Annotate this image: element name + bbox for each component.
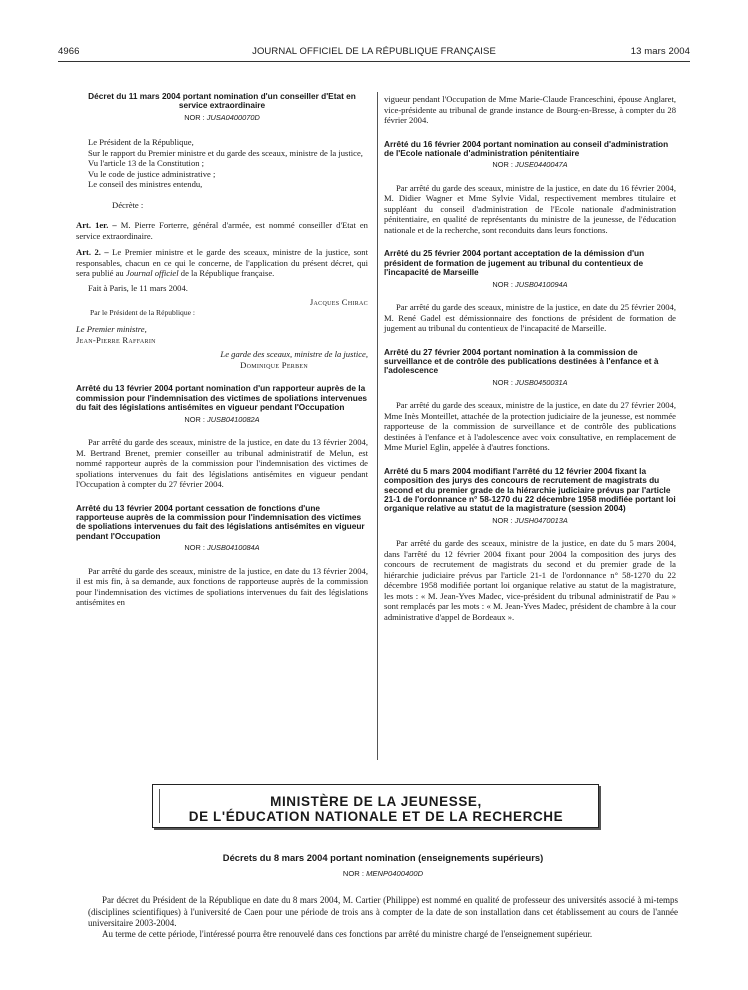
arrete-section: [76, 384, 368, 489]
section-title: Arrêté du 13 février 2004 portant cessation de fonctions d'une rapporteuse auprès de la commission pour l'indemnisation des victimes de spoliations intervenues du fait des législations antisémites en vigueur pendant l'Occupation: [76, 502, 365, 541]
nor-reference: [384, 378, 676, 389]
continued-text: vigueur pendant l'Occupation de Mme Marie-Claude Franceschini, épouse Anglaret, vice-présidente au tribunal de grande instance de Bourg-en-Bresse, à compter du 28 février 2004.: [384, 94, 676, 125]
preamble-line: Le Président de la République,: [88, 137, 194, 148]
section-title: Arrêté du 27 février 2004 portant nomination à la commission de surveillance et de contrôle des publications destinées à l'enfance et à l'adolescence: [384, 346, 659, 376]
nor-code: JUSA0400070D: [206, 112, 260, 122]
page-header: [58, 46, 690, 62]
decrets-section: [88, 852, 678, 940]
nor-reference: [88, 868, 678, 879]
issue-date: 13 mars 2004: [630, 46, 690, 57]
nor-code: JUSE0440047A: [515, 160, 568, 170]
pm-title: Le Premier ministre,: [76, 324, 147, 335]
journal-title: JOURNAL OFFICIEL DE LA RÉPUBLIQUE FRANÇAISE: [252, 46, 496, 57]
section-body: Par arrêté du garde des sceaux, ministre de la justice, en date du 13 février 2004, M. Bertrand Brenet, premier conseiller au tribunal administratif de Melun, est nommé rapporteur auprès de la commission pour l'indemnisation des victimes de spoliations intervenues du fait des législations antisémites en vigueur pendant l'Occupation à compter du 27 février 2004.: [76, 437, 368, 490]
nor-reference: [384, 516, 676, 527]
section-title: Arrêté du 13 février 2004 portant nomination d'un rapporteur auprès de la commission pour l'indemnisation des victimes de spoliations intervenues du fait des législations antisémites en vigueur pendant l'Occupation: [76, 383, 368, 413]
page-number: 4966: [58, 46, 80, 57]
nor-reference: [76, 113, 368, 124]
section-title: Décret du 11 mars 2004 portant nomination d'un conseiller d'Etat en service extraordinaire: [88, 91, 356, 111]
section-body: Par arrêté du garde des sceaux, ministre de la justice, en date du 13 février 2004, il est mis fin, à sa demande, aux fonctions de rapporteuse auprès de la commission pour l'indemnisation des victimes de spoliations intervenues du fait des législations antisémites en: [76, 565, 368, 608]
nor-label: NOR :: [492, 160, 515, 170]
nor-label: NOR :: [184, 112, 207, 122]
ministry-banner: [152, 784, 599, 828]
pm-name: Jean-Pierre Raffarin: [76, 334, 156, 345]
gds-title: Le garde des sceaux, ministre de la justice,: [220, 349, 368, 360]
article-2-journal: Journal officiel: [125, 268, 179, 279]
column-divider: [377, 92, 378, 760]
decrete-line: Décrète :: [112, 199, 144, 210]
ministry-name-line2: DE L'ÉDUCATION NATIONALE ET DE LA RECHERCHE: [188, 809, 564, 824]
preamble-line: Le conseil des ministres entendu,: [88, 179, 203, 190]
nor-label: NOR :: [342, 869, 367, 879]
nor-reference: [76, 415, 368, 426]
nor-code: MENP0400400D: [366, 869, 424, 879]
signatory-name: Jacques Chirac: [309, 297, 368, 308]
right-column: [384, 94, 676, 622]
section-body: Par arrêté du garde des sceaux, ministre de la justice, en date du 16 février 2004, M. Didier Wagner et Mme Sylvie Vidal, respectivement membres titulaire et suppléant du conseil d'administration de l'Ecole nationale d'administration pénitentiaire, en qualité de représentants du ministre de la jeunesse, de l'éducation nationale et de la recherche, sont reconduits dans leurs fonctions.: [384, 182, 676, 235]
gds-name: Dominique Perben: [240, 359, 308, 370]
ministry-name-line1: MINISTÈRE DE LA JEUNESSE,: [270, 794, 482, 809]
nor-reference: [384, 280, 676, 291]
nor-code: JUSB0450031A: [515, 377, 568, 387]
arrete-section: [384, 249, 676, 333]
nor-code: JUSH0470013A: [514, 515, 568, 525]
nor-code: JUSB0410084A: [207, 543, 260, 553]
nor-label: NOR :: [184, 543, 207, 553]
nor-label: NOR :: [492, 515, 515, 525]
article-2: [76, 247, 368, 279]
nor-label: NOR :: [492, 377, 515, 387]
nor-code: JUSB0410094A: [515, 279, 568, 289]
section-title: Décrets du 8 mars 2004 portant nomination (enseignements supérieurs): [222, 852, 544, 863]
section-body: Par décret du Président de la République en date du 8 mars 2004, M. Cartier (Philippe) est nommé en qualité de professeur des universités associé à mi-temps (disciplines scientifiques) à l'université de Caen pour une période de trois ans à compter de la date de son installation dans cet établissement au cours de l'année universitaire 2003-2004.: [88, 895, 678, 928]
header-rule: [58, 61, 690, 62]
article-2-text-end: de la République française.: [178, 268, 275, 279]
section-title: Arrêté du 25 février 2004 portant acceptation de la démission d'un président de formation de jugement au tribunal du contentieux de l'incapacité de Marseille: [384, 248, 645, 278]
article-1: [76, 220, 368, 241]
decret-section: [76, 92, 368, 370]
arrete-section: [384, 467, 676, 623]
arrete-section: [76, 504, 368, 608]
section-body: Au terme de cette période, l'intéressé pourra être renouvelé dans ces fonctions par arrêté du ministre chargé de l'enseignement supérieur.: [102, 929, 593, 940]
arrete-section: [384, 348, 676, 453]
preamble-line: Vu l'article 13 de la Constitution ;: [88, 158, 205, 169]
article-2-heading: Art. 2. –: [76, 247, 109, 258]
section-body: Par arrêté du garde des sceaux, ministre de la justice, en date du 27 février 2004, Mme Inès Monteillet, attachée de la protection judiciaire de la jeunesse, est nommée rapporteuse de la commission de surveillance et de contrôle des publications destinées à l'enfance et à l'adolescence avec voix consultative, en remplacement de Mme Muriel Eglin, appelée à d'autres fonctions.: [384, 400, 676, 453]
article-1-text: M. Pierre Forterre, général d'armée, est nommé conseiller d'Etat en service extraordinaire.: [76, 220, 368, 241]
article-1-heading: Art. 1er. –: [76, 220, 117, 231]
nor-code: JUSB0410082A: [207, 414, 260, 424]
arrete-section: [384, 140, 676, 236]
left-column: [76, 92, 368, 608]
preamble-line: Sur le rapport du Premier ministre et du garde des sceaux, ministre de la justice,: [88, 147, 363, 158]
signature-place-date: Fait à Paris, le 11 mars 2004.: [88, 282, 188, 293]
section-title: Arrêté du 5 mars 2004 modifiant l'arrêté du 12 février 2004 fixant la composition des jurys des concours de recrutement de magistrats du second et du premier grade de la hiérarchie judiciaire prévus par l'article 21-1 de l'ordonnance n° 58-1270 du 22 décembre 1958 modifiée portant loi organique relative au statut de la magistrature (session 2004): [384, 465, 676, 514]
section-body: Par arrêté du garde des sceaux, ministre de la justice, en date du 25 février 2004, M. René Gadel est démissionnaire des fonctions de président de formation de jugement au tribunal du contentieux de l'incapacité de Marseille.: [384, 302, 676, 334]
section-title: Arrêté du 16 février 2004 portant nomination au conseil d'administration de l'Ecole nationale d'administration pénitentiaire: [384, 138, 669, 158]
par-president-line: Par le Président de la République :: [90, 307, 196, 317]
article-2-text: Le Premier ministre et le garde des sceaux, ministre de la justice, sont responsables, chacun en ce qui le concerne, de l'application du présent décret, qui sera publié au: [76, 247, 368, 279]
nor-label: NOR :: [492, 279, 515, 289]
nor-reference: [76, 543, 368, 554]
preamble-line: Vu le code de justice administrative ;: [88, 168, 216, 179]
nor-reference: [384, 160, 676, 171]
nor-label: NOR :: [184, 414, 207, 424]
section-body: Par arrêté du garde des sceaux, ministre de la justice, en date du 5 mars 2004, dans l'arrêté du 12 février 2004 fixant pour 2004 la composition des jurys des concours de recrutement de magistrats du second et du premier grade de la hiérarchie judiciaire prévus par l'article 21-1 de l'ordonnance n° 58-1270 du 22 décembre 1958 modifiée portant loi organique relative au statut de la magistrature, les mots : « M. Jean-Yves Madec, vice-président du tribunal administratif de Pau » sont remplacés par les mots : « M. Jean-Yves Madec, président de chambre à la cour administrative d'appel de Bordeaux ».: [384, 538, 676, 622]
